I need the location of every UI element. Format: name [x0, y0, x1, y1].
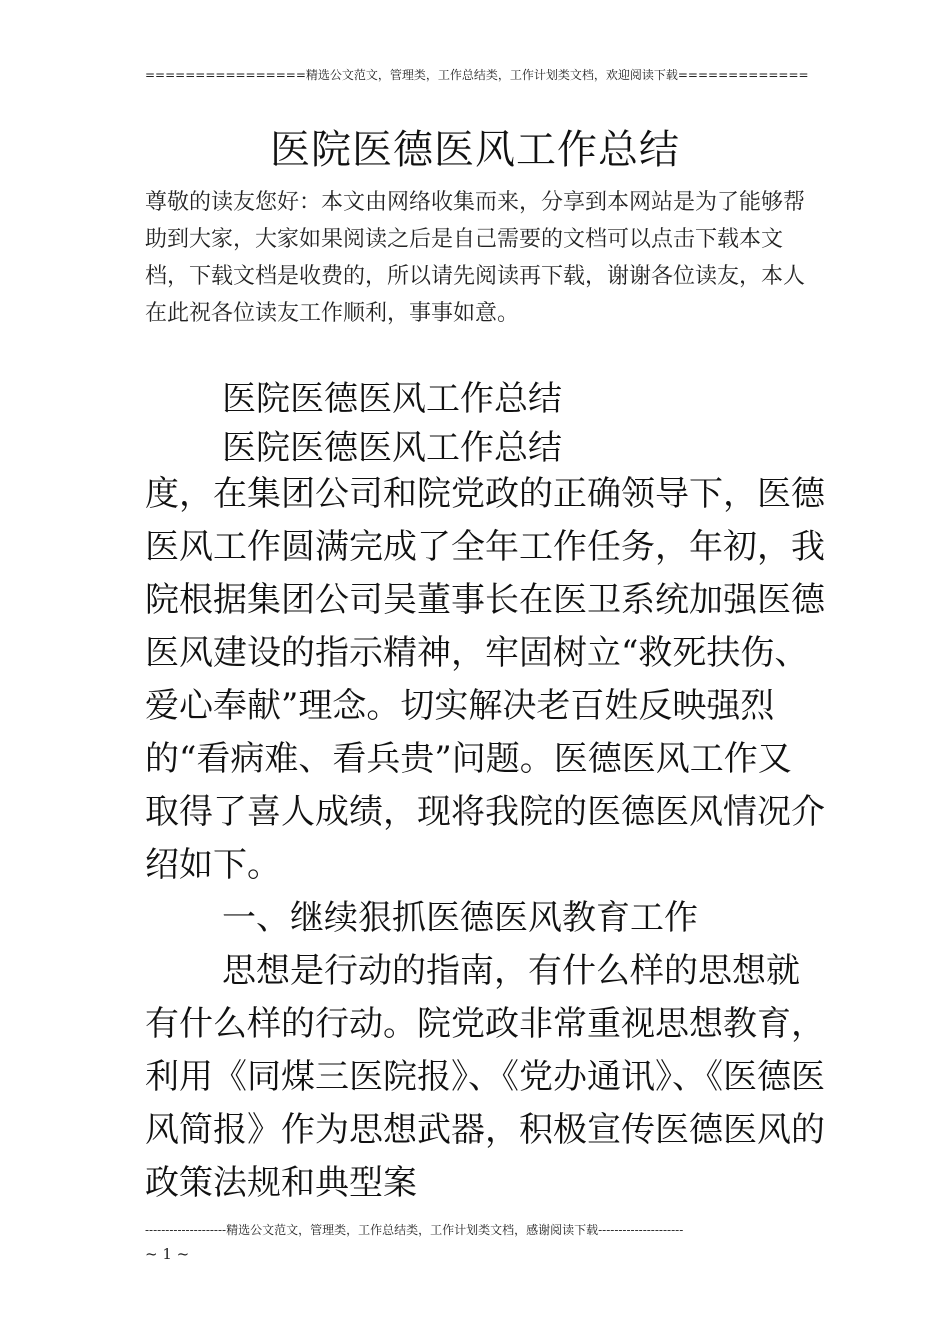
reader-notice: 尊敬的读友您好：本文由网络收集而来，分享到本网站是为了能够帮助到大家，大家如果阅读之后是自己需要的文档可以点击下载本文档，下载文档是收费的，所以请先阅读再下载，谢谢各位读友，本人在此祝各位读友工作顺利，事事如意。 [145, 190, 806, 326]
section-subheading: 医院医德医风工作总结 [222, 428, 562, 468]
body-paragraph: 思想是行动的指南，有什么样的思想就有什么样的行动。院党政非常重视思想教育，利用《同煤三医院报》、《党办通讯》、《医德医风简报》作为思想武器，积极宣传医德医风的政策法规和典型案 [145, 951, 825, 1203]
document-title: 医院医德医风工作总结 [270, 127, 680, 173]
page-number: ~ 1 ~ [145, 1245, 190, 1263]
body-paragraph: 度，在集团公司和院党政的正确领导下，医德医风工作圆满完成了全年工作任务，年初，我院根据集团公司吴董事长在医卫系统加强医德医风建设的指示精神，牢固树立“救死扶伤、爱心奉献”理念。切实解决老百姓反映强烈的“看病难、看兵贵”问题。医德医风工作又取得了喜人成绩，现将我院的医德医风情况介绍如下。 [145, 474, 825, 885]
section-heading-education: 一、继续狠抓医德医风教育工作 [222, 898, 698, 938]
document-body [145, 468, 825, 1210]
header-banner: ================精选公文范文，管理类，工作总结类，工作计划类文档，欢迎阅读下载============= [145, 68, 809, 82]
footer-banner: --------------------精选公文范文，管理类，工作总结类，工作计划类文档，感谢阅读下载--------------------- [145, 1223, 684, 1237]
section-heading: 医院医德医风工作总结 [222, 379, 562, 419]
